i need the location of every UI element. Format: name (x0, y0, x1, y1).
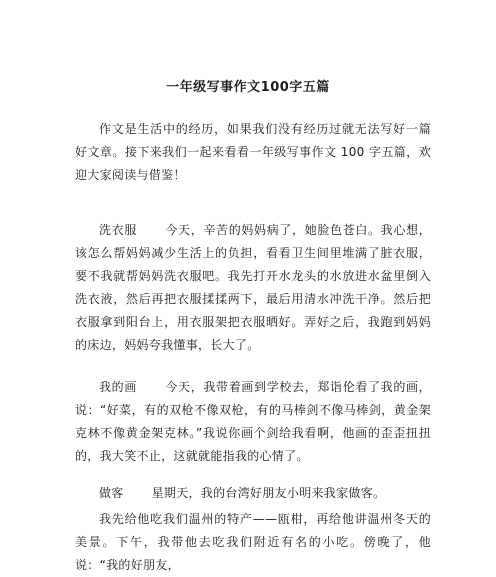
essay-body-2: 今天，我带着画到学校去，郑诣伦看了我的画，说：“好菜，有的双枪不像双枪，有的马棒剑不像马棒剑，黄金架克林不像黄金架克林。”我说你画个剑给我看啊，他画的歪歪扭扭的，我大笑不止，这就就能指我的心情了。 (75, 380, 431, 463)
essay-paragraph-1 (75, 219, 431, 357)
essay-body-3: 星期天，我的台湾好朋友小明来我家做客。 (151, 486, 386, 500)
essay-heading-3: 做客 (99, 486, 124, 500)
essay-paragraph-2 (75, 376, 431, 468)
essay-paragraph-3 (75, 482, 431, 505)
essay-body-1: 今天，辛苦的妈妈病了，她脸色苍白。我心想，该怎么帮妈妈减少生活上的负担，看看卫生间里堆满了脏衣服，要不我就帮妈妈洗衣服吧。我先打开水龙头的水放进水盆里倒入洗衣液，然后再把衣服揉揉两下，最后用清水冲洗干净。然后把衣服拿到阳台上，用衣服架把衣服晒好。弄好之后，我跑到妈妈的床边，妈妈夸我懂事，长大了。 (75, 223, 431, 352)
continuation-paragraph: 我先给他吃我们温州的特产——瓯柑，再给他讲温州冬天的美景。下午，我带他去吃我们附近有名的小吃。傍晚了，他说：“我的好朋友， (75, 512, 431, 572)
intro-paragraph: 作文是生活中的经历，如果我们没有经历过就无法写好一篇好文章。接下来我们一起来看看一年级写事作文 100 字五篇，欢迎大家阅读与借鉴！ (75, 122, 431, 182)
article-title: 一年级写事作文100字五篇 (166, 80, 330, 95)
essay-heading-1: 洗衣服 (99, 223, 137, 237)
essay-heading-2: 我的画 (99, 380, 137, 394)
